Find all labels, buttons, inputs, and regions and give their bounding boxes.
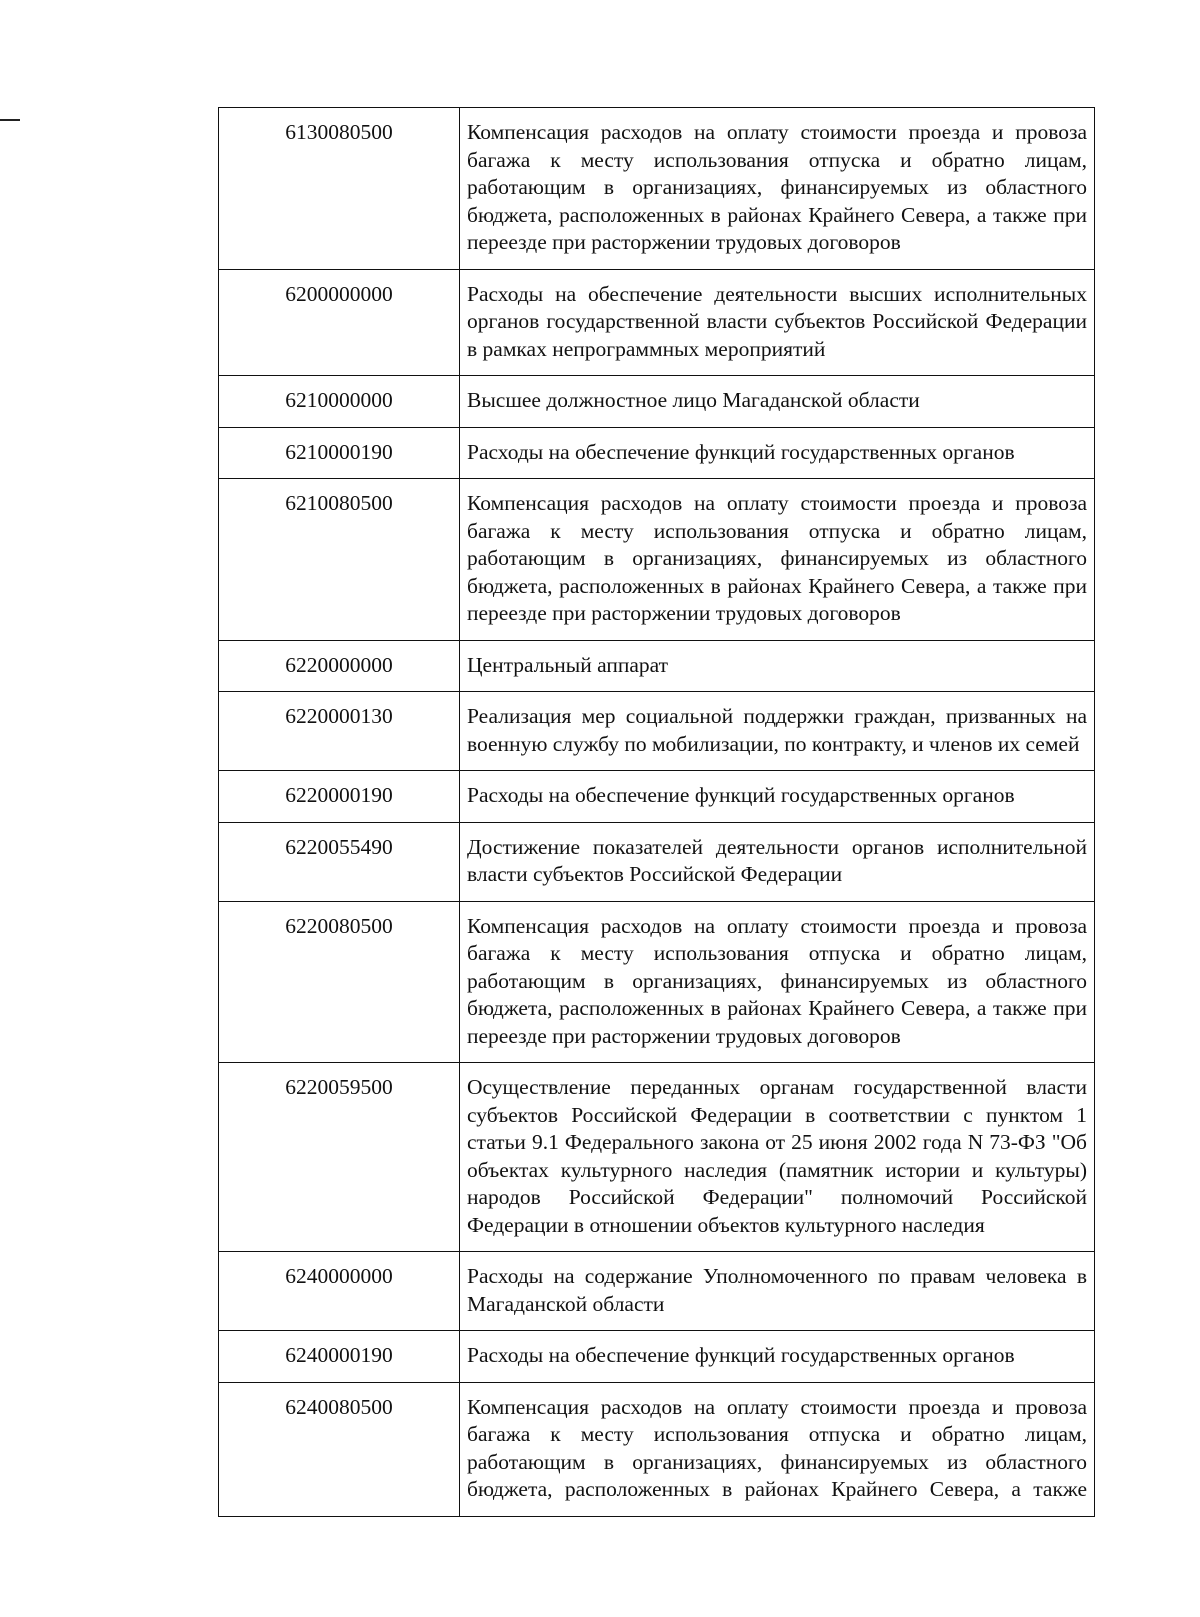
code-cell: 6130080500: [219, 108, 460, 270]
description-cell: Компенсация расходов на оплату стоимости проезда и провоза багажа к месту использования отпуска и обратно лицам, работающим в организациях, финансируемых из областного бюджета, расположенных в районах Крайнего Севера, а также: [460, 1382, 1095, 1516]
code-cell: 6220059500: [219, 1063, 460, 1252]
table-row: [219, 427, 1095, 479]
code-cell: 6220080500: [219, 901, 460, 1063]
table-row: [219, 692, 1095, 771]
description-cell: Центральный аппарат: [460, 640, 1095, 692]
description-cell: Осуществление переданных органам государственной власти субъектов Российской Федерации в соответствии с пунктом 1 статьи 9.1 Федерального закона от 25 июня 2002 года N 73-ФЗ "Об объектах культурного наследия (памятник истории и культуры) народов Российской Федерации" полномочий Российской Федерации в отношении объектов культурного наследия: [460, 1063, 1095, 1252]
table-body: [219, 108, 1095, 1517]
code-cell: 6220000190: [219, 771, 460, 823]
code-cell: 6210080500: [219, 479, 460, 641]
table-row: [219, 771, 1095, 823]
table-row: [219, 1382, 1095, 1516]
table-row: [219, 1331, 1095, 1383]
code-cell: 6240000000: [219, 1252, 460, 1331]
table-row: [219, 822, 1095, 901]
description-cell: Расходы на обеспечение деятельности высших исполнительных органов государственной власти субъектов Российской Федерации в рамках непрограммных мероприятий: [460, 269, 1095, 376]
description-cell: Расходы на обеспечение функций государственных органов: [460, 771, 1095, 823]
table-row: [219, 1252, 1095, 1331]
table-row: [219, 269, 1095, 376]
table-row: [219, 1063, 1095, 1252]
code-cell: 6220055490: [219, 822, 460, 901]
description-cell: Компенсация расходов на оплату стоимости проезда и провоза багажа к месту использования отпуска и обратно лицам, работающим в организациях, финансируемых из областного бюджета, расположенных в районах Крайнего Севера, а также при переезде при расторжении трудовых договоров: [460, 108, 1095, 270]
description-cell: Компенсация расходов на оплату стоимости проезда и провоза багажа к месту использования отпуска и обратно лицам, работающим в организациях, финансируемых из областного бюджета, расположенных в районах Крайнего Севера, а также при переезде при расторжении трудовых договоров: [460, 479, 1095, 641]
code-cell: 6240080500: [219, 1382, 460, 1516]
description-cell: Высшее должностное лицо Магаданской области: [460, 376, 1095, 428]
table-row: [219, 108, 1095, 270]
description-cell: Расходы на содержание Уполномоченного по правам человека в Магаданской области: [460, 1252, 1095, 1331]
code-cell: 6220000130: [219, 692, 460, 771]
code-cell: 6200000000: [219, 269, 460, 376]
code-cell: 6210000190: [219, 427, 460, 479]
table-row: [219, 479, 1095, 641]
description-cell: Реализация мер социальной поддержки граждан, призванных на военную службу по мобилизации, по контракту, и членов их семей: [460, 692, 1095, 771]
code-cell: 6220000000: [219, 640, 460, 692]
budget-codes-table: [218, 107, 1095, 1517]
table-row: [219, 901, 1095, 1063]
description-cell: Расходы на обеспечение функций государственных органов: [460, 427, 1095, 479]
code-cell: 6240000190: [219, 1331, 460, 1383]
description-cell: Компенсация расходов на оплату стоимости проезда и провоза багажа к месту использования отпуска и обратно лицам, работающим в организациях, финансируемых из областного бюджета, расположенных в районах Крайнего Севера, а также при переезде при расторжении трудовых договоров: [460, 901, 1095, 1063]
table-row: [219, 640, 1095, 692]
margin-mark: [0, 119, 20, 121]
description-cell: Достижение показателей деятельности органов исполнительной власти субъектов Российской Федерации: [460, 822, 1095, 901]
code-cell: 6210000000: [219, 376, 460, 428]
table-row: [219, 376, 1095, 428]
description-cell: Расходы на обеспечение функций государственных органов: [460, 1331, 1095, 1383]
